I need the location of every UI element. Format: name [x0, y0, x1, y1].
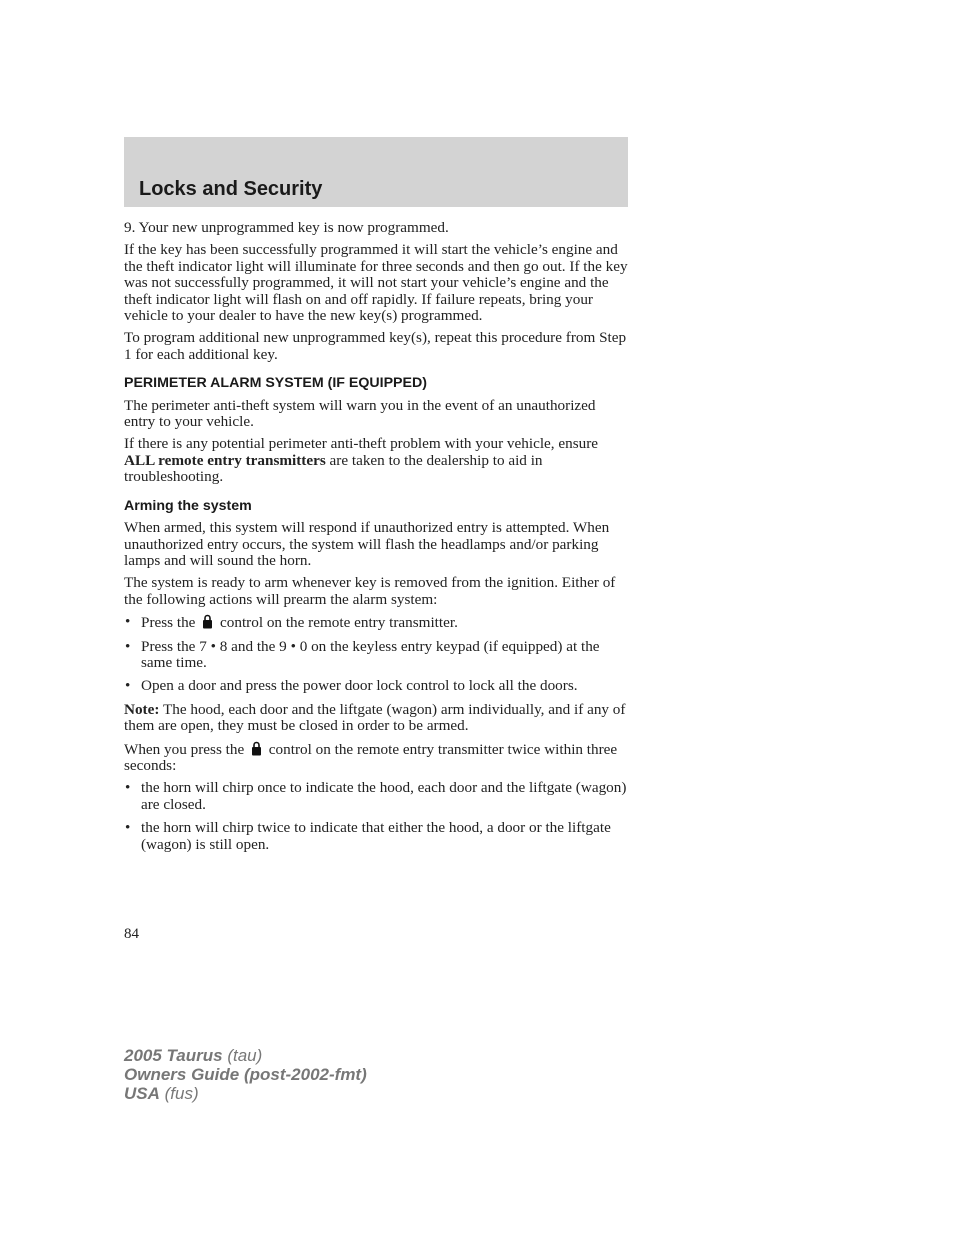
paragraph-perimeter-warn: The perimeter anti-theft system will warn you in the event of an unauthorized entry to your vehicle.: [124, 396, 596, 431]
section-title: Locks and Security: [139, 178, 323, 200]
paragraph-armed: When armed, this system will respond if unauthorized entry is attempted. When unauthorized entry occurs, the system will flash the headlamps and/or parking lamps and will sound the horn.: [124, 519, 610, 569]
section-header: [124, 137, 628, 207]
footer-line-2: [124, 1065, 367, 1084]
lock-icon: [202, 614, 213, 629]
document-footer: [124, 1046, 367, 1103]
paragraph-problem: [124, 436, 628, 485]
page-number: 84: [124, 926, 139, 942]
note-text: The hood, each door and the liftgate (wagon) arm individually, and if any of them are open, they must be closed in order to be armed.: [124, 700, 626, 735]
list-item: • Open a door and press the power door lock control to lock all the doors.: [124, 678, 628, 694]
text-segment: If there is any potential perimeter anti-theft problem with your vehicle, ensure: [124, 435, 599, 453]
footer-market-code: (fus): [159, 1084, 199, 1103]
text-segment: control on the remote entry transmitter.: [220, 614, 458, 632]
paragraph-step9: 9. Your new unprogrammed key is now programmed.: [124, 219, 449, 236]
text-segment: Press the: [141, 614, 196, 632]
footer-line-3: [124, 1084, 367, 1103]
paragraph-ready: The system is ready to arm whenever key is removed from the ignition. Either of the following actions will prearm the alarm system:: [124, 574, 616, 608]
prearm-actions-list: [124, 614, 628, 695]
footer-line-1: [124, 1046, 367, 1065]
page-content: [124, 220, 628, 860]
text-segment: When you press the: [124, 740, 245, 758]
text-segment: control on the remote entry transmitter twice within three seconds:: [124, 740, 618, 774]
heading-perimeter-alarm: PERIMETER ALARM SYSTEM (IF EQUIPPED): [124, 375, 427, 392]
list-item: [124, 614, 628, 631]
footer-model-code: (tau): [222, 1046, 263, 1065]
paragraph-press: [124, 741, 628, 775]
lock-icon: [251, 741, 262, 756]
footer-guide: Owners Guide (post-2002-fmt): [124, 1065, 367, 1084]
footer-model: 2005 Taurus: [124, 1046, 223, 1065]
text-segment: are taken to the dealership to aid in troubleshooting.: [124, 451, 543, 486]
note-label: Note:: [124, 700, 160, 718]
paragraph-additional: To program additional new unprogrammed key(s), repeat this procedure from Step 1 for each additional key.: [124, 329, 627, 363]
paragraph-success: If the key has been successfully programmed it will start the vehicle’s engine and the theft indicator light will illuminate for three seconds and then go out. If the key was not successfully programmed, it will not start your vehicle’s engine and the theft indicator light will flash on and off rapidly. If failure repeats, bring your vehicle to your dealer to have the new key(s) programmed.: [124, 241, 628, 325]
list-item: • the horn will chirp once to indicate the hood, each door and the liftgate (wagon) are closed.: [124, 780, 628, 813]
paragraph-note: [124, 702, 628, 735]
list-item: • Press the 7 • 8 and the 9 • 0 on the keyless entry keypad (if equipped) at the same time.: [124, 639, 628, 672]
footer-market: USA: [124, 1084, 160, 1103]
heading-arming: Arming the system: [124, 497, 252, 514]
list-item: • the horn will chirp twice to indicate that either the hood, a door or the liftgate (wagon) is still open.: [124, 820, 628, 853]
bold-text: ALL remote entry transmitters: [124, 451, 326, 469]
chirp-list: [124, 780, 628, 853]
